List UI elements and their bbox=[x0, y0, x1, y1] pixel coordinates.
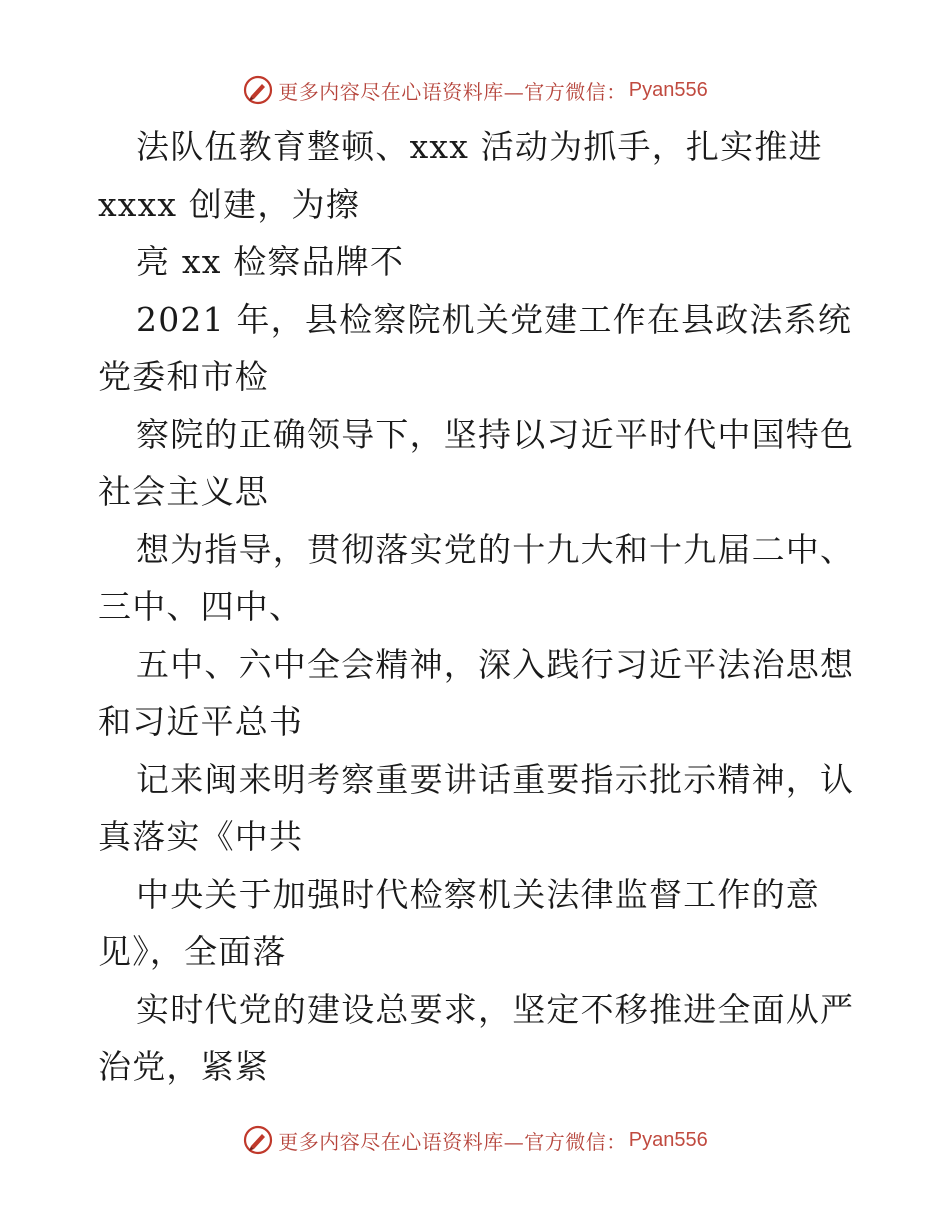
text-line: 治党，紧紧 bbox=[98, 1047, 269, 1086]
text-line: 法队伍教育整顿、xxx 活动为抓手，扎实推进 bbox=[136, 127, 823, 166]
text-line: 社会主义思 bbox=[98, 472, 269, 511]
header-watermark bbox=[242, 74, 707, 106]
text-line: 察院的正确领导下，坚持以习近平时代中国特色 bbox=[136, 414, 855, 454]
text-line: 真落实《中共 bbox=[98, 817, 304, 856]
text-line: 中央关于加强时代检察机关法律监督工作的意 bbox=[136, 874, 820, 914]
header-wechat-id: Pyan556 bbox=[628, 78, 708, 101]
text-line: 记来闽来明考察重要讲话重要指示批示精神，认 bbox=[136, 759, 855, 799]
text-line: 2021 年，县检察院机关党建工作在县政法系统 bbox=[136, 299, 853, 339]
header-watermark-text: 更多内容尽在心语资料库—官方微信： bbox=[278, 79, 627, 104]
footer-watermark-text: 更多内容尽在心语资料库—官方微信： bbox=[278, 1129, 627, 1154]
text-line: 亮 xx 检察品牌不 bbox=[136, 242, 405, 281]
text-line: 五中、六中全会精神，深入践行习近平法治思想 bbox=[136, 644, 855, 684]
text-line: 实时代党的建设总要求，坚定不移推进全面从严 bbox=[136, 989, 855, 1029]
text-line: 党委和市检 bbox=[98, 357, 269, 396]
pen-logo-icon bbox=[242, 1124, 274, 1156]
text-line: 三中、四中、 bbox=[98, 587, 304, 626]
footer-watermark-banner bbox=[0, 1120, 950, 1160]
header-watermark-banner bbox=[0, 70, 950, 110]
footer-wechat-id: Pyan556 bbox=[628, 1128, 708, 1151]
text-line: 见》，全面落 bbox=[98, 932, 287, 971]
text-line: 想为指导，贯彻落实党的十九大和十九届二中、 bbox=[136, 529, 855, 569]
text-line: 和习近平总书 bbox=[98, 702, 304, 741]
text-line: xxxx 创建，为擦 bbox=[98, 184, 360, 224]
pen-logo-icon bbox=[242, 74, 274, 106]
document-body bbox=[98, 118, 898, 1096]
footer-watermark bbox=[242, 1124, 707, 1156]
